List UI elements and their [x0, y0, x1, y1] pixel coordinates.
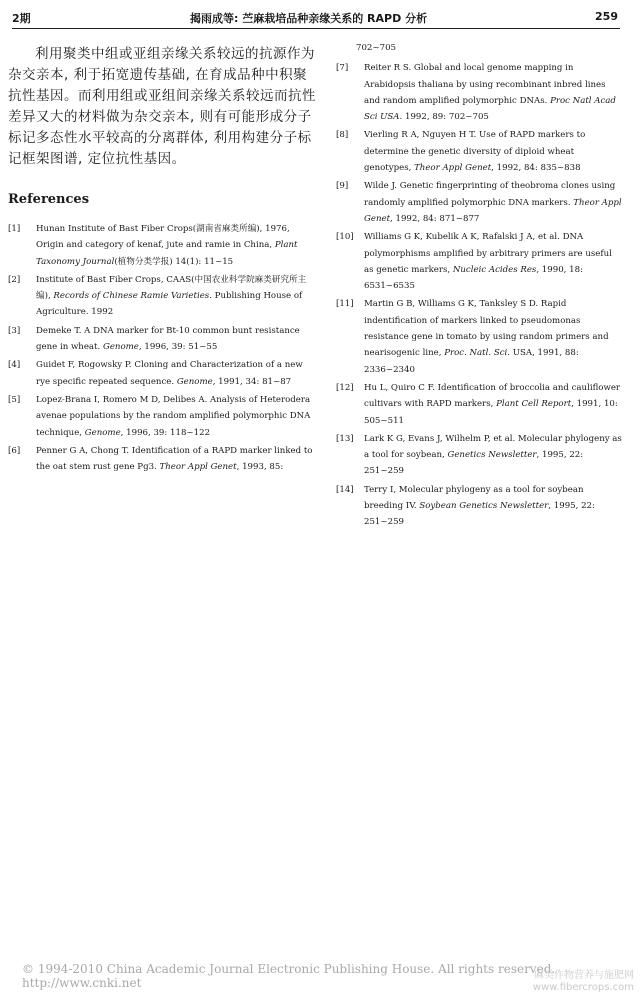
- reference-volume-pages: , 1995, 22: 251~259: [364, 450, 584, 477]
- reference-authors-title: Williams G K, Kubelik A K, Rafalski J A, et al. DNA polymorphisms amplified by arbitrary primers are useful as genetic markers,: [364, 232, 612, 275]
- issue-number: 2期: [12, 12, 31, 25]
- reference-journal: Genome: [102, 342, 139, 353]
- reference-text: [364, 181, 622, 224]
- reference-journal: Genetics Newsletter: [447, 450, 537, 461]
- reference-item: [8, 272, 316, 321]
- reference-authors-title: Lopez-Brana I, Romero M D, Delibes A. Analysis of Heterodera avenae populations by the random amplified polymorphic DNA technique,: [36, 394, 311, 438]
- site-watermark: [533, 970, 634, 994]
- reference-authors-title: Reiter R S. Global and local genome mapping in Arabidopsis thaliana by using recombinant inbred lines and random amplified polymorphic DNAs.: [364, 63, 606, 106]
- reference-text: [364, 383, 620, 426]
- reference-authors-title: Guidet F, Rogowsky P. Cloning and Characterization of a new rye specific repeated sequence.: [36, 360, 303, 387]
- reference-text: [36, 275, 306, 318]
- reference-journal: Theor Appl Genet: [364, 197, 622, 224]
- reference-authors-title: Wilde J. Genetic fingerprinting of theobroma clones using randomly amplified polymorphic DNA markers.: [364, 181, 616, 208]
- reference-text: [36, 360, 303, 386]
- reference-authors-title: Lark K G, Evans J, Wilhelm P, et al. Molecular phylogeny as a tool for soybean,: [364, 433, 622, 461]
- page-number: 259: [595, 10, 618, 23]
- right-column: [336, 40, 624, 533]
- reference-journal: Theor Appl Genet: [414, 163, 492, 174]
- reference-journal: Records of Chinese Ramie Varieties: [53, 291, 210, 302]
- reference-volume-pages: . 1992, 89: 702~705: [399, 112, 489, 123]
- body-paragraph: 利用聚类中组或亚组亲缘关系较远的抗源作为杂交亲本, 利于拓宽遗传基础, 在育成品种中积聚抗性基因。而利用组或亚组间亲缘关系较远而抗性差异又大的材料做为杂交亲本, 则有可能形成分子标记多态性水平较高的分离群体, 利用构建分子标记框架图谱, 定位抗性基因。: [8, 46, 316, 167]
- reference-journal: Nucleic Acides Res: [452, 264, 537, 275]
- reference-number: [2]: [8, 274, 21, 285]
- reference-authors-title: Demeke T. A DNA marker for Bt-10 common bunt resistance gene in wheat.: [36, 325, 300, 353]
- reference-volume-pages: . Publishing House of Agriculture. 1992: [36, 291, 303, 318]
- reference-text: [364, 232, 612, 291]
- watermark-line-2: www.fibercrops.com: [532, 982, 634, 993]
- reference-text: [364, 63, 616, 122]
- reference-authors-title: Institute of Bast Fiber Crops, CAAS(中国农业科学院麻类研究所主编),: [36, 274, 307, 302]
- reference-item: [8, 392, 316, 441]
- left-column: [8, 44, 316, 477]
- reference-journal: Genome: [84, 427, 121, 438]
- copyright-footer: © 1994-2010 China Academic Journal Electronic Publishing House. All rights reserved. http://www.cnki.net: [22, 962, 556, 990]
- reference-text: [36, 446, 312, 472]
- reference-number: [8]: [336, 130, 349, 141]
- reference-journal: Genome: [176, 376, 213, 387]
- reference-number: [12]: [336, 382, 354, 393]
- reference-text: [364, 434, 622, 477]
- reference-volume-pages: , 1996, 39: 118~122: [120, 427, 211, 438]
- reference-journal: Proc. Natl. Sci: [444, 348, 508, 359]
- reference-volume-pages: , 1991, 34: 81~87: [212, 376, 292, 387]
- reference-volume-pages: , 1990, 18: 6531~6535: [364, 264, 583, 292]
- reference-item: [336, 296, 624, 377]
- reference-item: [336, 127, 624, 176]
- reference-volume-pages: (植物分类学报) 14(1): 11~15: [114, 256, 234, 267]
- reference-authors-title: Terry I, Molecular phylogeny as a tool for soybean breeding IV.: [364, 484, 584, 512]
- reference-journal: Plant Cell Report: [496, 399, 572, 410]
- reference-list-right: [336, 60, 624, 530]
- reference-authors-title: Penner G A, Chong T. Identification of a RAPD marker linked to the oat stem rust gene Pg3.: [36, 445, 313, 473]
- reference-item: [336, 380, 624, 429]
- reference-text: [36, 224, 298, 267]
- reference-journal: Proc Natl Acad Sci USA: [364, 95, 616, 123]
- reference-item: [8, 443, 316, 476]
- reference-item: [8, 221, 316, 270]
- reference-authors-title: Martin G B, Williams G K, Tanksley S D. Rapid indentification of markers linked to pseudomonas resistance gene in tomato by using random primers and nearisogenic line,: [364, 299, 609, 359]
- reference-text: [36, 326, 300, 352]
- reference-text: [364, 130, 585, 173]
- references-heading: References: [8, 192, 90, 207]
- reference-continuation: 702~705: [356, 43, 397, 53]
- reference-number: [5]: [8, 394, 21, 405]
- reference-journal: Theor Appl Genet: [159, 462, 237, 473]
- reference-item: [336, 178, 624, 227]
- reference-item: [8, 323, 316, 356]
- reference-volume-pages: , 1992, 84: 871~877: [390, 213, 480, 224]
- reference-authors-title: Hu L, Quiro C F. Identification of broccolia and cauliflower cultivars with RAPD markers,: [364, 382, 621, 410]
- reference-journal: Plant Taxonomy Journal: [36, 240, 298, 267]
- reference-text: [364, 299, 609, 374]
- reference-volume-pages: , 1991, 10: 505~511: [364, 399, 618, 426]
- reference-item: [336, 60, 624, 125]
- reference-volume-pages: . USA, 1991, 88: 2336~2340: [364, 348, 579, 375]
- reference-number: [10]: [336, 232, 354, 243]
- reference-number: [6]: [8, 445, 21, 456]
- reference-number: [4]: [8, 360, 21, 371]
- reference-authors-title: Hunan Institute of Bast Fiber Crops(湖南省麻类所编), 1976, Origin and category of kenaf, jute and ramie in China,: [36, 224, 290, 251]
- reference-number: [14]: [336, 484, 354, 495]
- reference-volume-pages: , 1995, 22: 251~259: [364, 501, 595, 528]
- watermark-line-1: 麻类作物营养与施肥网: [534, 970, 634, 981]
- running-header: [12, 8, 620, 29]
- reference-number: [7]: [336, 63, 349, 74]
- reference-list-left: [8, 221, 316, 475]
- reference-volume-pages: , 1993, 85:: [236, 462, 284, 473]
- reference-number: [9]: [336, 181, 349, 192]
- reference-text: [364, 485, 595, 528]
- reference-item: [336, 431, 624, 480]
- reference-item: [336, 482, 624, 531]
- reference-number: [13]: [336, 433, 354, 444]
- reference-item: [8, 357, 316, 390]
- reference-number: [1]: [8, 224, 21, 234]
- reference-number: [3]: [8, 325, 21, 336]
- reference-text: [36, 395, 310, 438]
- reference-volume-pages: , 1992, 84: 835~838: [491, 163, 581, 174]
- reference-authors-title: Vierling R A, Nguyen H T. Use of RAPD markers to determine the genetic diversity of diploid wheat genotypes,: [364, 130, 586, 174]
- reference-number: [11]: [336, 299, 354, 310]
- running-title: 揭雨成等: 苎麻栽培品种亲缘关系的 RAPD 分析: [190, 12, 428, 25]
- reference-item: [336, 229, 624, 294]
- reference-journal: Soybean Genetics Newsletter: [419, 501, 549, 512]
- reference-volume-pages: , 1996, 39: 51~55: [138, 342, 218, 353]
